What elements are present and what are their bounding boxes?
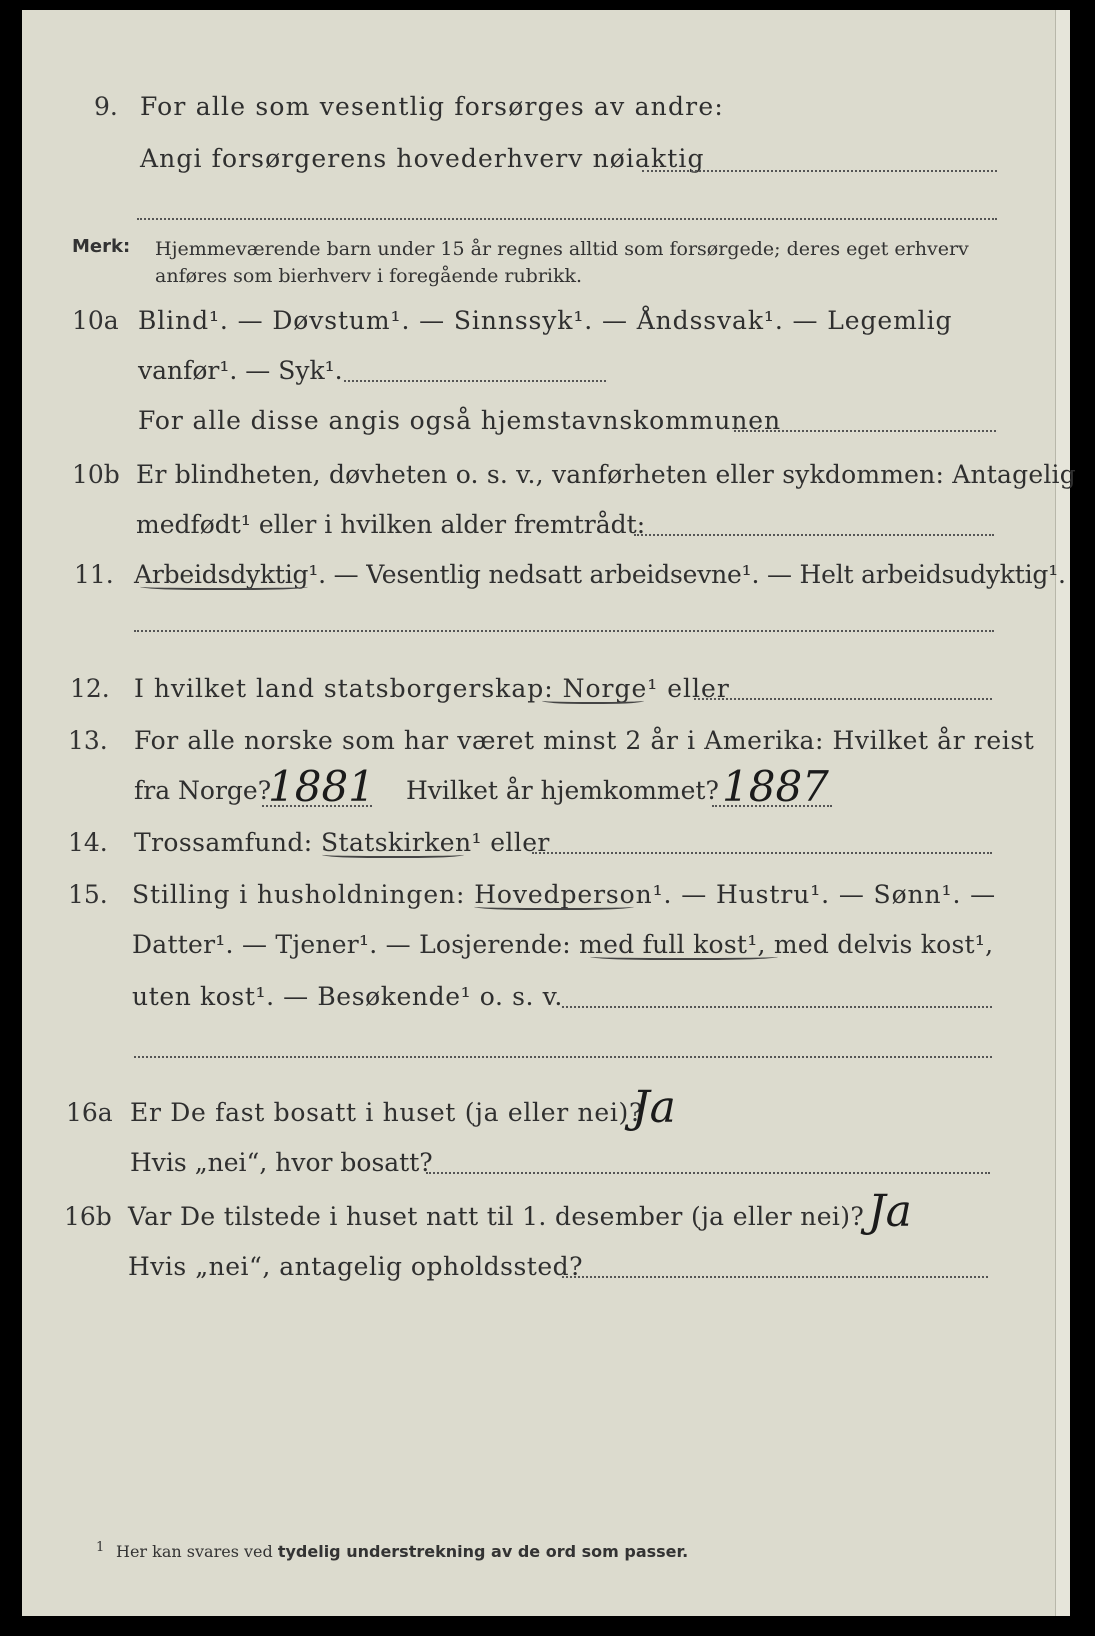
- q15-hovedperson-underline: [474, 902, 634, 910]
- q9-line2: Angi forsørgerens hovederhverv nøiaktig: [140, 144, 705, 173]
- q14-line1: Trossamfund: Statskirken¹ eller: [134, 828, 550, 857]
- q10a-hjemstavn-line[interactable]: [734, 430, 996, 432]
- footnote-text-a: Her kan svares ved: [116, 1542, 278, 1561]
- q11-answer-line[interactable]: [134, 630, 994, 632]
- q15-answer-line[interactable]: [562, 1006, 992, 1008]
- q12-norge-underline: [542, 696, 644, 704]
- q10b-line2: medfødt¹ eller i hvilken alder fremtrådt:: [136, 510, 646, 539]
- q16b-line2: Hvis „nei“, antagelig opholdssted?: [128, 1252, 584, 1281]
- q15-answer-line-2[interactable]: [134, 1056, 992, 1058]
- q12-answer-line[interactable]: [694, 698, 992, 700]
- q13-answer-hjem: 1887: [722, 762, 829, 811]
- q16a-answer: Ja: [632, 1082, 676, 1133]
- q15-line1: Stilling i husholdningen: Hovedperson¹. — Hustru¹. — Sønn¹. —: [132, 880, 997, 909]
- q13-reist-line[interactable]: [262, 805, 372, 807]
- merk-line2: anføres som bierhverv i foregående rubrikk.: [155, 265, 583, 287]
- q15-number: 15.: [68, 880, 108, 909]
- q16a-line2: Hvis „nei“, hvor bosatt?: [130, 1148, 433, 1177]
- merk-label: Merk:: [72, 236, 131, 257]
- q16a-answer-line[interactable]: [426, 1172, 990, 1174]
- q10b-line1: Er blindheten, døvheten o. s. v., vanførheten eller sykdommen: Antagelig: [136, 460, 1076, 489]
- q13-hjem-line[interactable]: [712, 805, 832, 807]
- q16b-answer: Ja: [868, 1186, 912, 1237]
- q13-number: 13.: [68, 726, 108, 755]
- footnote-mark: 1: [96, 1540, 105, 1555]
- q12-number: 12.: [70, 674, 110, 703]
- census-form-page: [22, 10, 1076, 1616]
- q10b-answer-line[interactable]: [634, 534, 994, 536]
- q10a-line2: vanfør¹. — Syk¹.: [138, 356, 343, 385]
- footnote: [116, 1542, 688, 1561]
- q16b-line1: Var De tilstede i huset natt til 1. desember (ja eller nei)?: [128, 1202, 865, 1231]
- q9-line1: For alle som vesentlig forsørges av andre:: [140, 92, 724, 121]
- q13-answer-reist: 1881: [268, 762, 375, 811]
- q14-statskirken-underline: [322, 850, 464, 858]
- q11-number: 11.: [74, 560, 114, 589]
- q15-fullkost-underline: [590, 952, 778, 960]
- footnote-text-b: tydelig understrekning av de ord som passer.: [277, 1542, 689, 1561]
- q10a-line3: For alle disse angis også hjemstavnskommunen: [138, 406, 781, 435]
- page-edge: [1055, 10, 1070, 1616]
- q16b-answer-line[interactable]: [562, 1276, 988, 1278]
- q10a-answer-line[interactable]: [344, 380, 606, 382]
- q14-number: 14.: [68, 828, 108, 857]
- q11-line1: Arbeidsdyktig¹. — Vesentlig nedsatt arbeidsevne¹. — Helt arbeidsudyktig¹.: [134, 560, 1066, 589]
- q11-arbeidsdyktig-underline: [140, 582, 308, 590]
- q10b-number: 10b: [72, 460, 120, 489]
- q10a-line1: Blind¹. — Døvstum¹. — Sinnssyk¹. — Åndssvak¹. — Legemlig: [138, 306, 953, 335]
- q15-line3: uten kost¹. — Besøkende¹ o. s. v.: [132, 982, 563, 1011]
- q9-answer-line[interactable]: [642, 170, 997, 172]
- q13-line2a: fra Norge?: [134, 776, 272, 805]
- q13-line2b: Hvilket år hjemkommet?: [406, 776, 719, 805]
- q10a-number: 10a: [72, 306, 119, 335]
- q16b-number: 16b: [64, 1202, 112, 1231]
- q12-line1: I hvilket land statsborgerskap: Norge¹ eller: [134, 674, 730, 703]
- q16a-line1: Er De fast bosatt i huset (ja eller nei)?: [130, 1098, 644, 1127]
- q9-number: 9.: [94, 92, 118, 121]
- q14-answer-line[interactable]: [532, 852, 992, 854]
- q16a-number: 16a: [66, 1098, 113, 1127]
- q13-line1: For alle norske som har været minst 2 år i Amerika: Hvilket år reist: [134, 726, 1035, 755]
- q15-line2: Datter¹. — Tjener¹. — Losjerende: med full kost¹, med delvis kost¹,: [132, 930, 994, 959]
- q9-answer-line-2[interactable]: [137, 218, 997, 220]
- merk-line1: Hjemmeværende barn under 15 år regnes alltid som forsørgede; deres eget erhverv: [155, 238, 969, 260]
